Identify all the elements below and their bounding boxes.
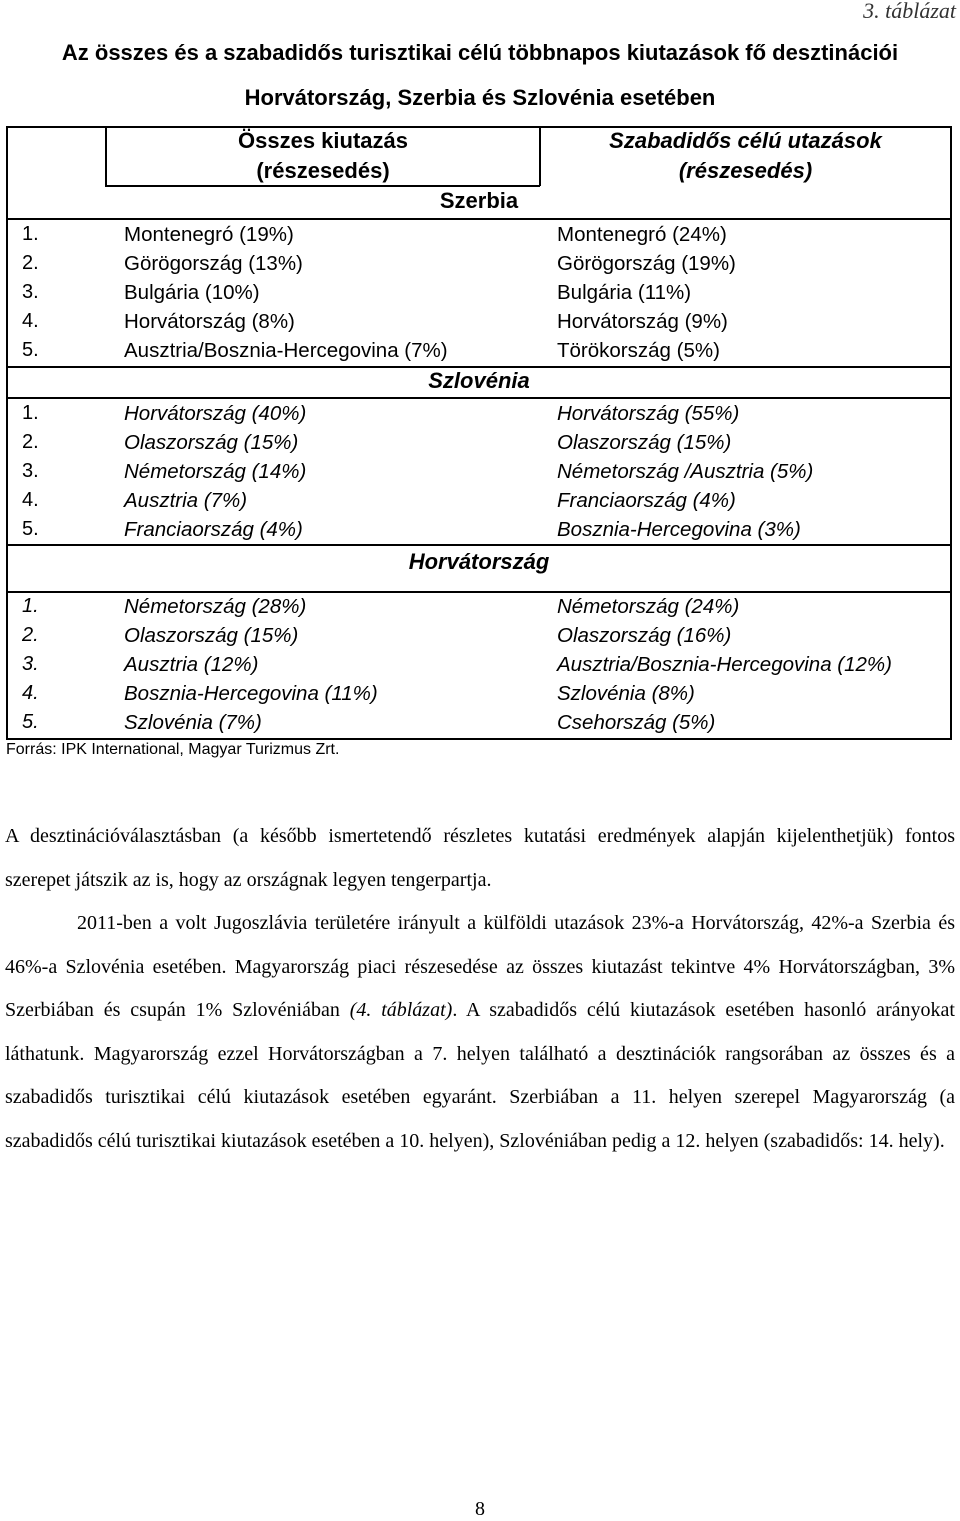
leisure-destination: Bulgária (11%) <box>557 281 692 304</box>
rank-label: 2. <box>22 624 39 646</box>
all-trips-destination: Görögország (13%) <box>124 252 303 275</box>
source-note: Forrás: IPK International, Magyar Turizmus Zrt. <box>6 741 340 758</box>
rank-label: 4. <box>22 682 39 704</box>
table-title: Az összes és a szabadidős turisztikai célú többnapos kiutazások fő desztinációi <box>61 40 899 65</box>
leisure-destination: Németország /Ausztria (5%) <box>557 460 814 483</box>
all-trips-destination: Olaszország (15%) <box>124 431 299 454</box>
all-trips-destination: Németország (14%) <box>124 460 307 483</box>
rank-label: 3. <box>22 281 39 303</box>
all-trips-destination: Franciaország (4%) <box>124 518 303 541</box>
table-label: 3. táblázat <box>863 0 956 23</box>
leisure-destination: Szlovénia (8%) <box>557 682 695 705</box>
section-header-szlovenia: Szlovénia <box>428 368 530 393</box>
all-trips-destination: Bosznia-Hercegovina (11%) <box>124 682 378 705</box>
all-trips-destination: Szlovénia (7%) <box>124 711 262 734</box>
header-all-trips-line2: (részesedés) <box>256 158 390 183</box>
leisure-destination: Ausztria/Bosznia-Hercegovina (12%) <box>557 653 892 676</box>
rank-label: 2. <box>22 252 39 274</box>
leisure-destination: Horvátország (9%) <box>557 310 728 333</box>
rank-label: 4. <box>22 310 39 332</box>
header-leisure-line1: Szabadidős célú utazások <box>609 128 882 153</box>
table-subtitle: Horvátország, Szerbia és Szlovénia esetében <box>244 85 716 110</box>
all-trips-destination: Montenegró (19%) <box>124 223 294 246</box>
destinations-table <box>6 126 952 740</box>
paragraph-1: A desztinációválasztásban (a később ismertetendő részletes kutatási eredmények alapján kijelenthetjük) fontos szerepet játszik az is, hogy az országnak legyen tengerpartja. <box>5 825 955 891</box>
page-number: 8 <box>475 1498 485 1520</box>
section-header-szerbia: Szerbia <box>439 188 519 213</box>
table-reference: (4. táblázat) <box>349 999 453 1021</box>
body-text <box>5 815 955 1163</box>
rank-label: 3. <box>22 653 39 675</box>
all-trips-destination: Bulgária (10%) <box>124 281 260 304</box>
paragraph-2-part-1: 2011-ben a volt Jugoszlávia területére irányult a külföldi utazások 23%-a Horvátország, 42%-a Szerbia és 46%-a Szlovénia esetében. Magyarország piaci részesedése az összes kiutazást tekintve 4% Horvátországban, 3% Szerbiában és csupán 1% Szlovéniában <box>5 912 955 1021</box>
header-all-trips-line1: Összes kiutazás <box>238 128 408 153</box>
leisure-destination: Görögország (19%) <box>557 252 736 275</box>
leisure-destination: Törökország (5%) <box>557 339 720 362</box>
leisure-destination: Montenegró (24%) <box>557 223 727 246</box>
all-trips-destination: Ausztria/Bosznia-Hercegovina (7%) <box>124 339 448 362</box>
paragraph-2 <box>5 902 955 1163</box>
header-leisure-trips <box>541 126 950 186</box>
leisure-destination: Németország (24%) <box>557 595 740 618</box>
all-trips-destination: Olaszország (15%) <box>124 624 299 647</box>
leisure-destination: Olaszország (15%) <box>557 431 732 454</box>
paragraph-2-part-2: . A szabadidős célú kiutazások esetében hasonló arányokat láthatunk. Magyarország ezzel Horvátországban a 7. helyen található a desztinációk rangsorában az összes és a szabadidős turisztikai célú kiutazások esetében egyaránt. Szerbiában a 11. helyen szerepel Magyarország (a szabadidős célú turisztikai kiutazások esetében a 10. helyen), Szlovéniában pedig a 12. helyen (szabadidős: 14. hely). <box>5 999 955 1152</box>
leisure-destination: Franciaország (4%) <box>557 489 736 512</box>
all-trips-destination: Ausztria (12%) <box>124 653 259 676</box>
rank-label: 1. <box>22 223 39 245</box>
all-trips-destination: Ausztria (7%) <box>124 489 248 512</box>
section-header-horvatorszag: Horvátország <box>408 549 550 574</box>
leisure-destination: Csehország (5%) <box>557 711 716 734</box>
rank-label: 1. <box>22 595 39 617</box>
header-all-trips <box>107 126 539 186</box>
leisure-destination: Horvátország (55%) <box>557 402 740 425</box>
rank-label: 5. <box>22 518 39 540</box>
all-trips-destination: Németország (28%) <box>124 595 307 618</box>
leisure-destination: Bosznia-Hercegovina (3%) <box>557 518 801 541</box>
rank-label: 1. <box>22 402 39 424</box>
rank-label: 4. <box>22 489 39 511</box>
header-leisure-line2: (részesedés) <box>678 158 813 183</box>
rank-label: 5. <box>22 711 39 733</box>
rank-label: 2. <box>22 431 39 453</box>
all-trips-destination: Horvátország (8%) <box>124 310 295 333</box>
leisure-destination: Olaszország (16%) <box>557 624 732 647</box>
rank-label: 5. <box>22 339 39 361</box>
rank-label: 3. <box>22 460 39 482</box>
all-trips-destination: Horvátország (40%) <box>124 402 307 425</box>
